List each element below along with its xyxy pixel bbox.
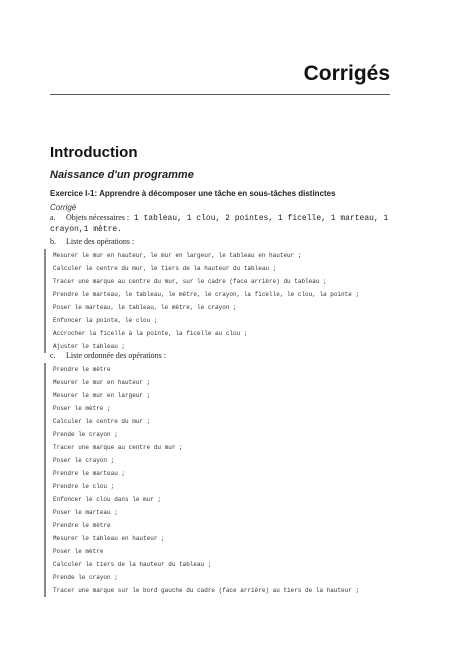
code-line: Poser le mètre ; (53, 405, 111, 412)
chapter-title: Corrigés (303, 62, 390, 85)
item-b (50, 237, 134, 246)
corrige-label: Corrigé (50, 203, 77, 212)
code-line: Ajuster le tableau ; (53, 343, 126, 350)
exercise-title: Exercice I-1: Apprendre à décomposer une tâche en sous-tâches distinctes (50, 189, 336, 198)
item-b-marker: b. (50, 237, 56, 246)
item-c (50, 351, 166, 360)
code-line: Prendre le marteau, le tableau, le mètre, le crayon, la ficelle, le clou, la pointe ; (53, 291, 360, 298)
ordered-operations-list (44, 363, 413, 597)
code-line: Prende le crayon ; (53, 431, 118, 438)
item-a-marker: a. (50, 213, 56, 222)
code-line: Accrocher la ficelle à la pointe, la ficelle au clou ; (53, 330, 248, 337)
item-c-marker: c. (50, 351, 56, 360)
code-line: Calculer le tiers de la hauteur du tableau ; (53, 561, 212, 568)
code-line: Tracer une marque sur le bord gauche du cadre (face arrière) au tiers de la hauteur ; (53, 587, 360, 594)
code-line: Calculer le centre du mur ; (53, 418, 151, 425)
item-a (50, 213, 395, 235)
code-line: Prendre le clou ; (53, 483, 115, 490)
section-title: Introduction (50, 144, 138, 161)
chapter-rule (50, 94, 390, 95)
code-line: Calculer le centre du mur, le tiers de la hauteur du tableau ; (53, 265, 277, 272)
code-line: Enfoncer la pointe, le clou ; (53, 317, 158, 324)
code-line: Poser le crayon ; (53, 457, 115, 464)
operations-list (44, 249, 413, 353)
item-b-label: Liste des opérations : (66, 237, 135, 246)
code-line: Mesurer le mur en largeur ; (53, 392, 151, 399)
code-line: Tracer une marque au centre du mur, sur le cadre (face arrière) du tableau ; (53, 278, 327, 285)
code-line: Prende le crayon ; (53, 574, 118, 581)
code-line: Mesurer le mur en hauteur, le mur en largeur, le tableau en hauteur ; (53, 252, 302, 259)
code-line: Tracer une marque au centre du mur ; (53, 444, 183, 451)
code-line: Mesurer le tableau en hauteur ; (53, 535, 165, 542)
item-a-value: 1 tableau, 1 clou, 2 pointes, 1 ficelle, 1 marteau, 1 crayon,1 mètre. (50, 214, 389, 234)
code-line: Enfoncer le clou dans le mur ; (53, 496, 162, 503)
code-line: Prendre le mètre (53, 366, 111, 373)
item-a-label: Objets nécessaires : (66, 213, 130, 222)
subsection-title: Naissance d'un programme (50, 169, 194, 181)
code-line: Prendre le marteau ; (53, 470, 126, 477)
code-line: Prendre le mètre (53, 522, 111, 529)
item-c-label: Liste ordonnée des opérations : (66, 351, 166, 360)
code-line: Poser le marteau, le tableau, le mètre, le crayon ; (53, 304, 237, 311)
code-line: Poser le mètre (53, 548, 104, 555)
code-line: Mesurer le mur en hauteur ; (53, 379, 151, 386)
code-line: Poser le marteau ; (53, 509, 118, 516)
